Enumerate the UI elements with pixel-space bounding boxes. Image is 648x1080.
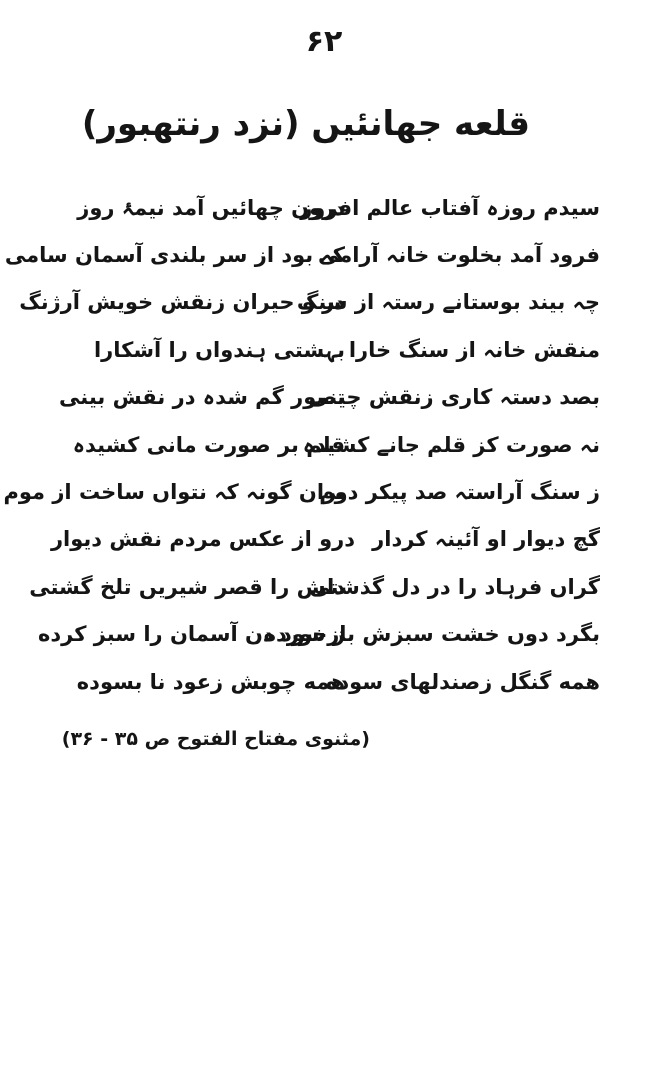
second-hemistich: بہشتی ہندواں را آشکارا	[93, 337, 345, 362]
couplet	[19, 279, 600, 326]
couplet	[37, 611, 600, 658]
couplet	[77, 184, 600, 231]
couplet	[59, 374, 600, 421]
first-hemistich: منقش خانہ از سنگ خارا	[348, 337, 600, 362]
second-hemistich: بران گونہ کہ نتواں ساخت از موم	[3, 480, 345, 505]
first-hemistich: گراں فرہاد را در دل گذشتی	[309, 574, 600, 599]
couplet	[93, 326, 600, 373]
second-hemistich: دلش را قصر شیریں تلخ گشتی	[29, 574, 345, 599]
second-hemistich: همه چوبش زعود نا بسوده	[76, 669, 345, 694]
second-hemistich: درو از عکس مردم نقش دیوار	[50, 527, 355, 552]
first-hemistich: بگرد دوں خشت سبزش بازخورده	[263, 622, 600, 647]
first-hemistich: نہ صورت کز قلم جانے کشیدہ	[302, 432, 600, 457]
couplet	[76, 658, 600, 705]
first-hemistich: چہ بیند بوستانے رستہ از سنگ	[296, 290, 600, 315]
first-hemistich: گچ دیوار او آئینہ کردار	[372, 527, 600, 552]
second-hemistich: ز سود دن آسمان را سبز کرده	[37, 622, 345, 647]
first-hemistich: فرود آمد بخلوت خانہ آرامی	[317, 243, 600, 268]
first-hemistich: سیدم روزہ آفتاب عالم افروز	[300, 195, 600, 220]
poem-title: قلعه جهانئیں (نزد رنتھبور)	[81, 104, 530, 144]
first-hemistich: همه گنگل زصندلهای سوده	[325, 669, 600, 694]
second-hemistich: تصور گم شدہ در نقش بینی	[59, 385, 345, 410]
second-hemistich: در و حیران زنقش خویش آرژنگ	[19, 290, 345, 315]
couplet	[29, 563, 600, 610]
second-hemistich: درون چھائیں آمد نیمۂ روز	[77, 195, 345, 220]
second-hemistich: کہ بود از سر بلندی آسمان سامی	[4, 243, 345, 268]
poem-verses	[3, 184, 600, 704]
second-hemistich: قلم بر صورت مانی کشیدہ	[72, 432, 345, 457]
source-citation: (مثنوی مفتاح الفتوح ص ۳۵ - ۳۶)	[61, 728, 370, 750]
couplet	[50, 516, 600, 563]
first-hemistich: بصد دستہ کاری زنقش چینی	[308, 385, 600, 410]
first-hemistich: ز سنگ آراستہ صد پیکر دوم	[319, 480, 600, 505]
couplet	[4, 231, 600, 278]
couplet	[3, 468, 600, 515]
page-number: ۶۲	[305, 24, 343, 59]
couplet	[72, 421, 600, 468]
